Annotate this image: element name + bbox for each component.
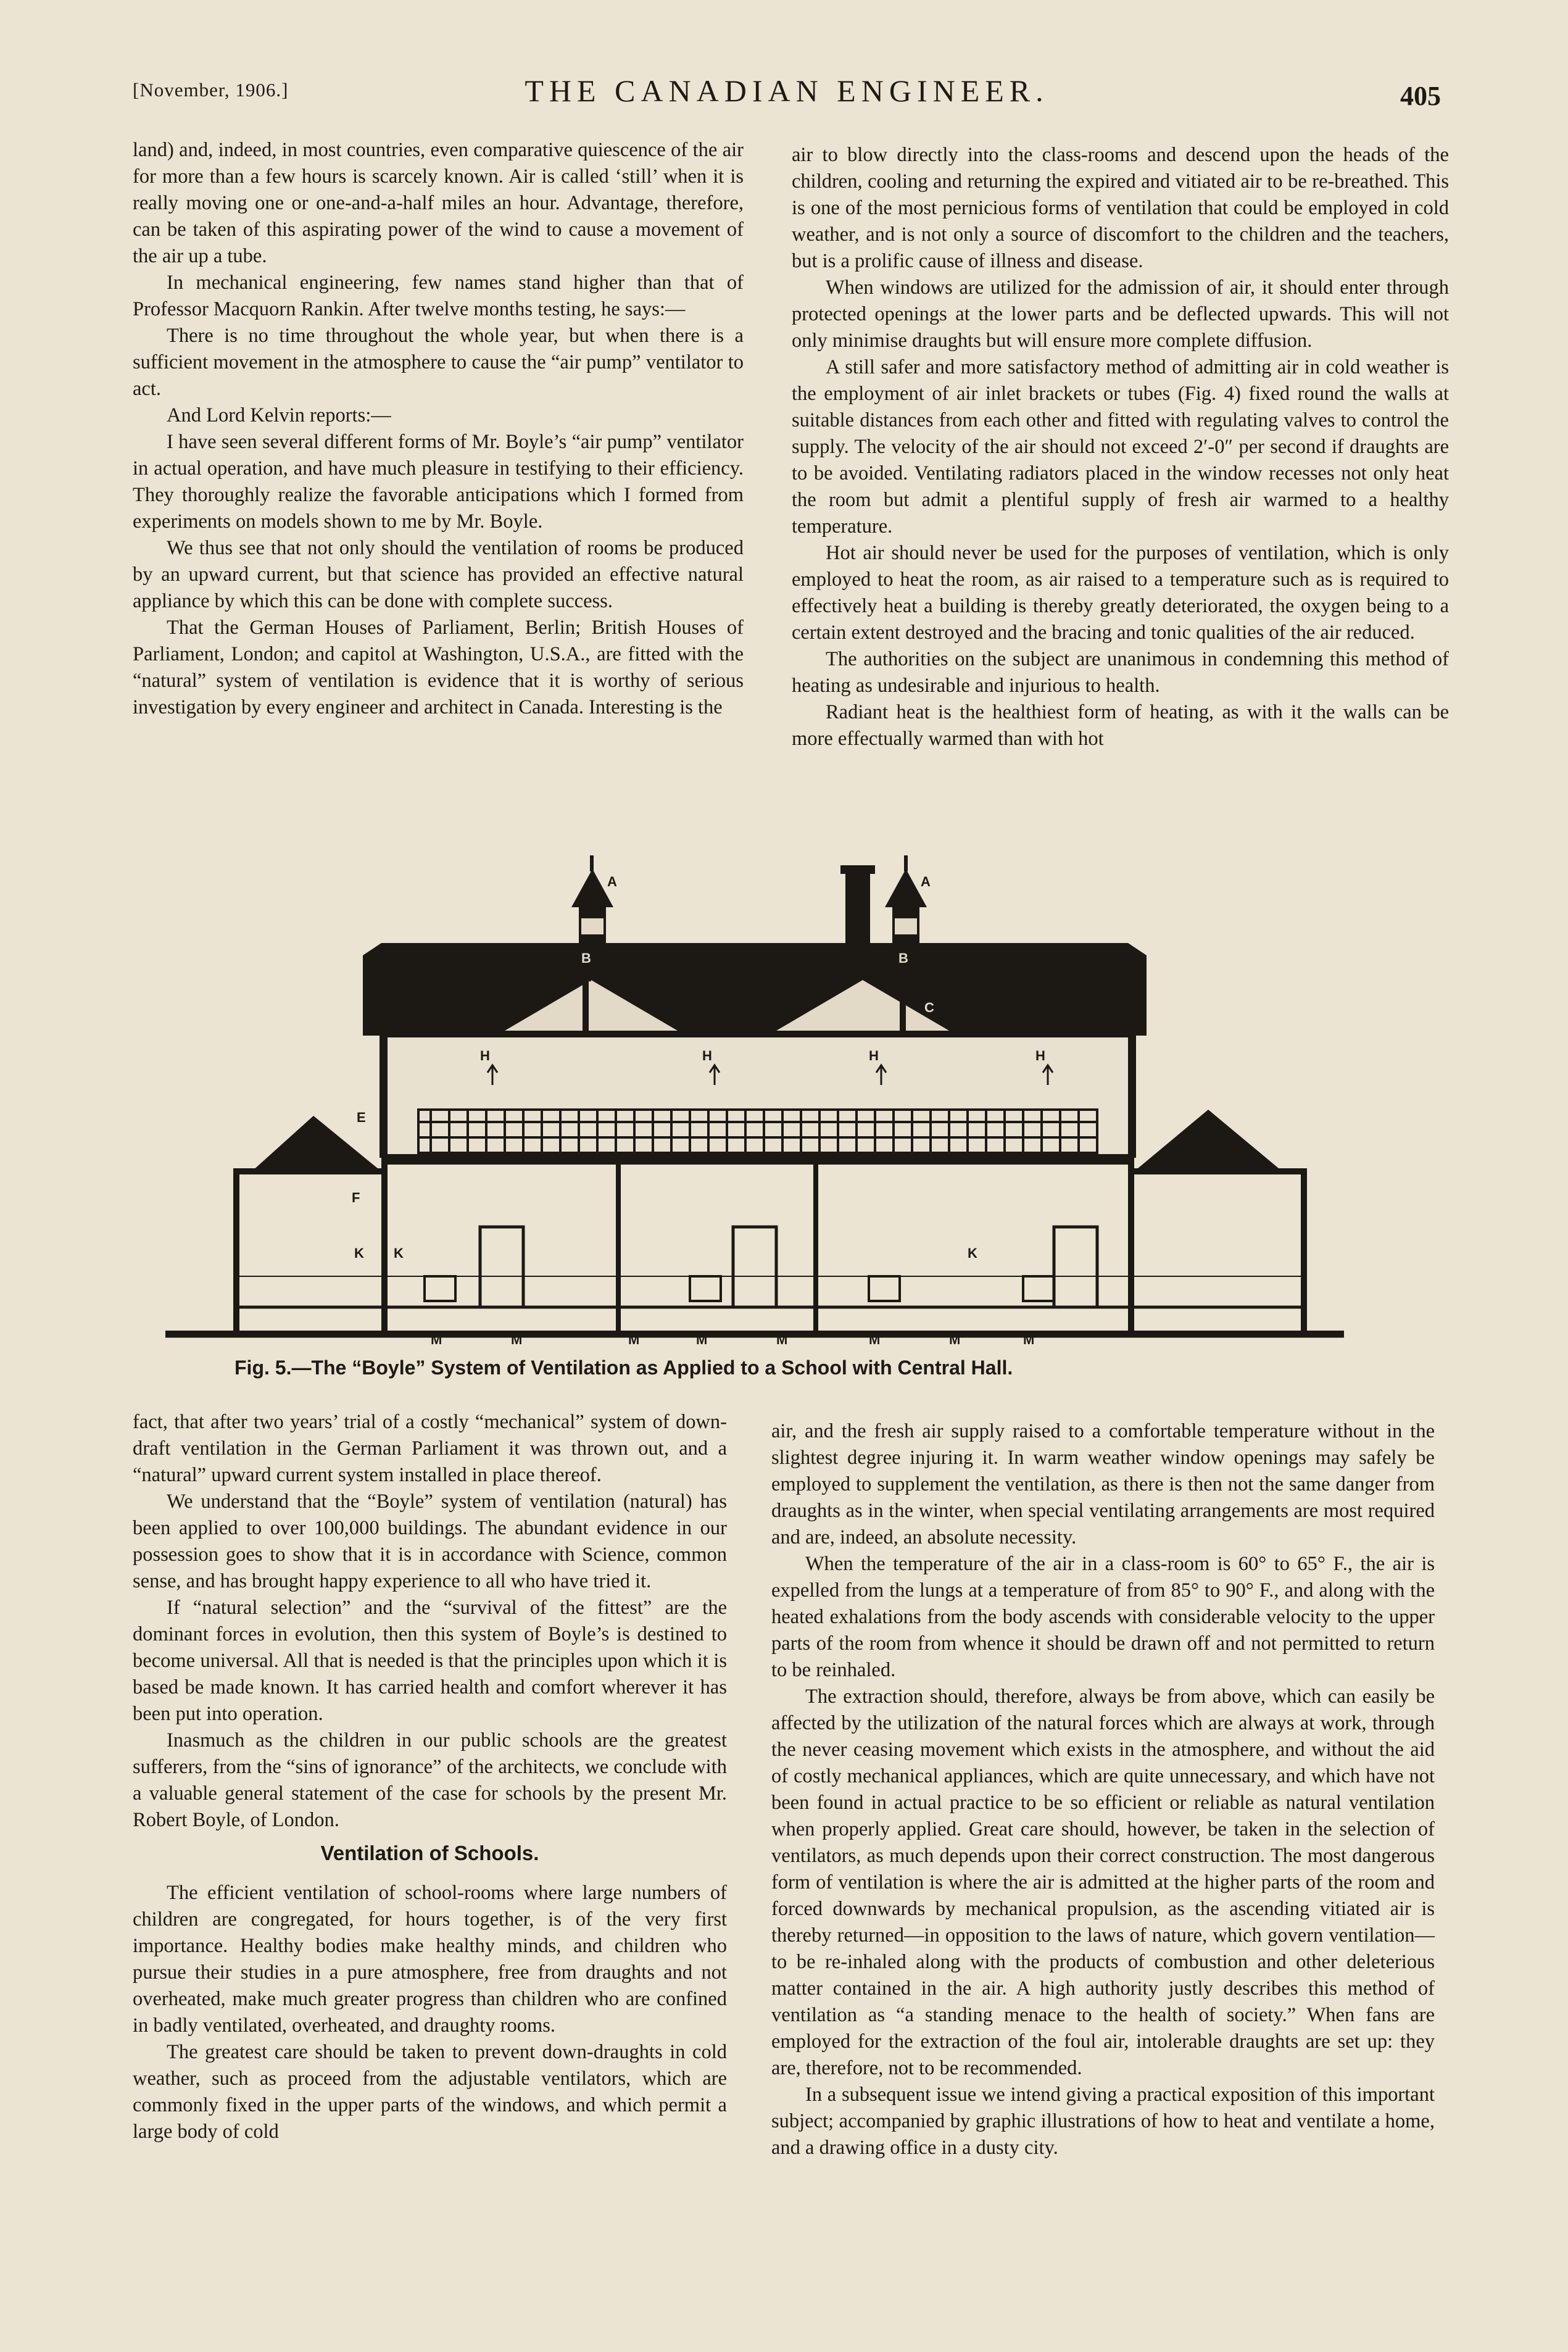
paragraph: The greatest care should be taken to prevent down-draughts in cold weather, such as proceed from the adjustable ventilators, which are commonly fixed in the upper parts of the windows, and which permit a large body of cold (133, 2041, 727, 2143)
chimney (840, 865, 875, 943)
label-h: H (1035, 1048, 1045, 1063)
paragraph: The authorities on the subject are unanimous in condemning this method of heating as undesirable and injurious to health. (792, 648, 1449, 697)
label-k: K (394, 1245, 404, 1261)
roof-ventilator-left (571, 855, 613, 949)
paragraph: air, and the fresh air supply raised to a comfortable temperature without in the slightest degree injuring it. In warm weather window openings may safely be employed to supplement the ventilation, as there is then not the same danger from draughts as in the winter, when special ventilating arrangements are most required and are, indeed, an absolute necessity. (771, 1420, 1435, 1548)
label-h: H (869, 1048, 879, 1063)
label-k: K (968, 1245, 977, 1261)
paragraph: We thus see that not only should the ventilation of rooms be produced by an upward current, but that science has provided an effective natural appliance by which this can be done with complete success. (133, 537, 744, 612)
column-bottom-right (771, 1418, 1435, 2161)
paragraph: The efficient ventilation of school-rooms where large numbers of children are congregated, for hours together, is of the very first importance. Healthy bodies make healthy minds, and children who pursue their studies in a pure atmosphere, free from draughts and not overheated, make much greater progress than children who are confined in badly ventilated, overheated, and draughty rooms. (133, 1882, 727, 2037)
label-a: A (921, 874, 931, 889)
label-h: H (702, 1048, 712, 1063)
label-m: M (869, 1332, 881, 1346)
column-bottom-left (133, 1409, 727, 2145)
paragraph: land) and, indeed, in most countries, even comparative quiescence of the air for more than a few hours is scarcely known. Air is called ‘still’ when it is really moving one or one-and-a-half miles an hour. Advantage, therefore, can be taken of this aspirating power of the wind to cause a movement of the air up a tube. (133, 139, 744, 267)
label-a: A (607, 874, 617, 889)
column-top-left (133, 137, 744, 721)
label-c: C (554, 1000, 564, 1015)
label-m: M (431, 1332, 442, 1346)
column-top-right (792, 142, 1449, 752)
paragraph: Inasmuch as the children in our public schools are the greatest sufferers, from the “sins of ignorance” of the architects, we conclude with a valuable general statement of the case for schools by the present Mr. Robert Boyle, of London. (133, 1729, 727, 1831)
label-m: M (776, 1332, 788, 1346)
paragraph: The extraction should, therefore, always be from above, which can easily be affected by the utilization of the natural forces which are always at work, through the never ceasing movement which exists in the atmosphere, and without the aid of costly mechanical appliances, which are quite unnecessary, and which have not been found in actual practice to be so efficient or reliable as natural ventilation when properly applied. Great care should, however, be taken in the selection of ventilators, as much depends upon their correct construction. The most dangerous form of ventilation is where the air is admitted at the higher parts of the room and forced downwards by mechanical propulsion, as the ascending vitiated air is thereby returned—in opposition to the laws of nature, which govern ventilation—to be re-inhaled along with the products of combustion and other deleterious matter contained in the air. A high authority justly describes this method of ventilation as “a standing menace to the health of society.” When fans are employed for the extraction of the foul air, intolerable draughts are set up: they are, therefore, not to be recommended. (771, 1685, 1435, 2079)
radiator (425, 1276, 1054, 1301)
label-m: M (1023, 1332, 1035, 1346)
roof-ventilator-right (885, 855, 927, 949)
paragraph: Hot air should never be used for the purposes of ventilation, which is only employed to heat the room, as air raised to a temperature such as is required to effectively heat a building is thereby greatly deteriorated, the oxygen being to a certain extent destroyed and the bracing and tonic qualities of the air reduced. (792, 542, 1449, 644)
paragraph: air to blow directly into the class-rooms and descend upon the heads of the children, cooling and returning the expired and vitiated air to be re-breathed. This is one of the most pernicious forms of ventilation that could be employed in cold weather, and is not only a source of discomfort to the children and the teachers, but is a prolific cause of illness and disease. (792, 144, 1449, 272)
paragraph: If “natural selection” and the “survival of the fittest” are the dominant forces in evolution, then this system of Boyle’s is destined to become universal. All that is needed is that the principles upon which it is based be made known. It has carried health and comfort wherever it has been put into operation. (133, 1597, 727, 1725)
running-head (133, 73, 1441, 122)
quotation: There is no time throughout the whole year, but when there is a sufficient movement in the atmosphere to cause the “air pump” ventilator to act. (133, 325, 744, 400)
label-c: C (924, 1000, 934, 1015)
label-m: M (628, 1332, 640, 1346)
figure-caption: Fig. 5.—The “Boyle” System of Ventilation as Applied to a School with Central Hall. (234, 1357, 1013, 1379)
label-f: F (352, 1190, 360, 1205)
paragraph: That the German Houses of Parliament, Berlin; British Houses of Parliament, London; and capitol at Washington, U.S.A., are fitted with the “natural” system of ventilation is evidence that it is worthy of serious investigation by every engineer and architect in Canada. Interesting is the (133, 617, 744, 718)
paragraph: And Lord Kelvin reports:— (167, 404, 391, 426)
paragraph: When the temperature of the air in a class-room is 60° to 65° F., the air is expelled from the lungs at a temperature of from 85° to 90° F., and along with the heated exhalations from the body ascends with considerable velocity to the upper parts of the room from whence it should be drawn off and not permitted to return to be reinhaled. (771, 1553, 1435, 1681)
label-b: B (898, 950, 908, 966)
section-heading: Ventilation of Schools. (320, 1842, 539, 1864)
page-number: 405 (1400, 81, 1441, 111)
paragraph: We understand that the “Boyle” system of ventilation (natural) has been applied to over 100,000 buildings. The abundant evidence in our possession goes to show that it is in accordance with Science, common sense, and has brought happy experience to all who have tried it. (133, 1490, 727, 1592)
label-k: K (354, 1245, 364, 1261)
school-section-illustration (159, 850, 1351, 1346)
paragraph: When windows are utilized for the admission of air, it should enter through protected openings at the lower parts and be deflected upwards. This will not only minimise draughts but will ensure more complete diffusion. (792, 276, 1449, 352)
paragraph: In a subsequent issue we intend giving a practical exposition of this important subject; accompanied by graphic illustrations of how to heat and ventilate a home, and a drawing office in a dusty city. (771, 2084, 1435, 2159)
paragraph: A still safer and more satisfactory method of admitting air in cold weather is the employment of air inlet brackets or tubes (Fig. 4) fixed round the walls at suitable distances from each other and fitted with regulating valves to control the supply. The velocity of the air should not exceed 2′-0″ per second if draughts are to be avoided. Ventilating radiators placed in the window recesses not only heat the room but admit a plentiful supply of fresh air warmed to a healthy temperature. (792, 356, 1449, 538)
label-m: M (696, 1332, 708, 1346)
door (480, 1227, 1097, 1307)
label-e: E (357, 1110, 366, 1125)
quotation: I have seen several different forms of Mr. Boyle’s “air pump” ventilator in actual operation, and have much pleasure in testifying to their efficiency. They thoroughly realize the favorable anticipations which I formed from experiments on models shown to me by Mr. Boyle. (133, 431, 744, 533)
journal-title: THE CANADIAN ENGINEER. (525, 73, 1049, 108)
issue-date: [November, 1906.] (133, 79, 289, 101)
paragraph: Radiant heat is the healthiest form of heating, as with it the walls can be more effectually warmed than with hot (792, 701, 1449, 750)
label-m: M (949, 1332, 961, 1346)
paragraph: In mechanical engineering, few names stand higher than that of Professor Macquorn Rankin. After twelve months testing, he says:— (133, 272, 744, 320)
label-b: B (581, 950, 591, 966)
label-h: H (480, 1048, 490, 1063)
paragraph: fact, that after two years’ trial of a costly “mechanical” system of down-draft ventilation in the German Parliament it was thrown out, and a “natural” upward current system installed in place thereof. (133, 1411, 727, 1486)
label-m: M (511, 1332, 523, 1346)
